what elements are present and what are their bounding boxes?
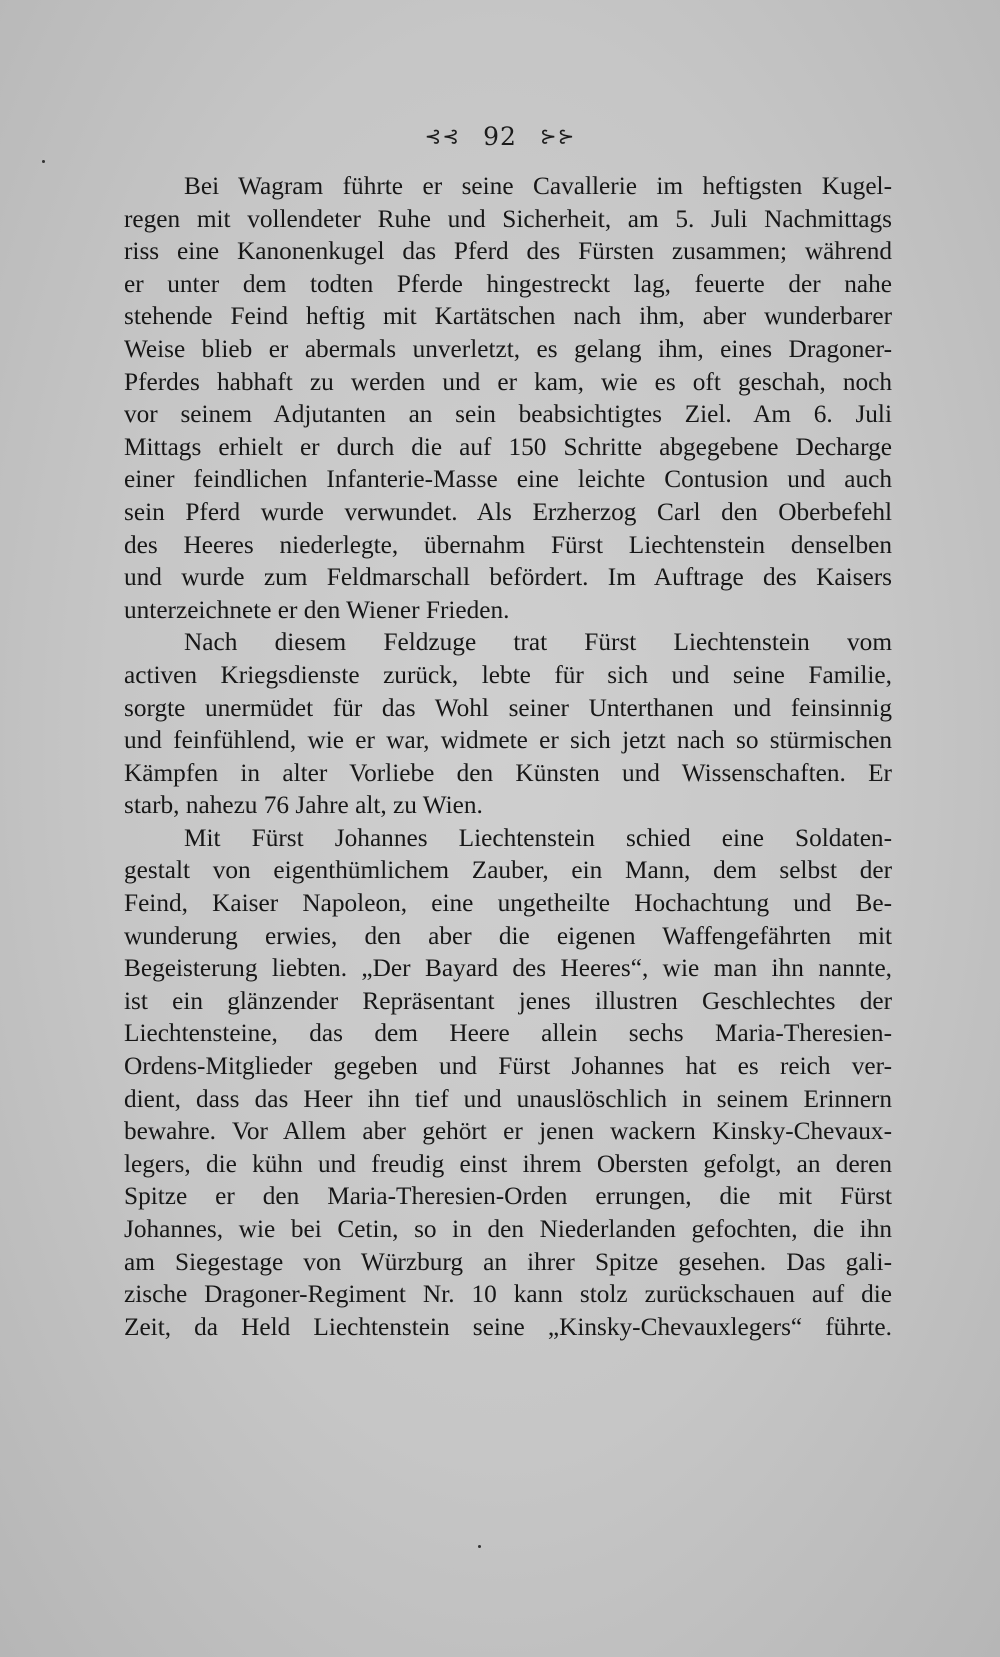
- text-line: und wurde zum Feldmarschall befördert. Im Auftrage des Kaisers: [124, 563, 892, 592]
- text-line: starb, nahezu 76 Jahre alt, zu Wien.: [124, 791, 483, 820]
- text-line: wunderung erwies, den aber die eigenen Waffengefährten mit: [124, 921, 892, 950]
- ornament-left-icon: ⊰⊰: [424, 124, 461, 148]
- text-line: er unter dem todten Pferde hingestreckt lag, feuerte der nahe: [124, 269, 892, 298]
- text-line: Pferdes habhaft zu werden und er kam, wie es oft geschah, noch: [124, 367, 892, 396]
- text-line: am Siegestage von Würzburg an ihrer Spitze gesehen. Das gali-: [124, 1247, 892, 1276]
- page-body: [124, 170, 892, 1343]
- text-line: vor seinem Adjutanten an sein beabsichtigtes Ziel. Am 6. Juli: [124, 400, 892, 429]
- text-line: riss eine Kanonenkugel das Pferd des Fürsten zusammen; während: [124, 237, 892, 266]
- text-line: activen Kriegsdienste zurück, lebte für sich und seine Familie,: [124, 660, 892, 689]
- text-line: sorgte unermüdet für das Wohl seiner Unterthanen und feinsinnig: [124, 693, 892, 722]
- text-line: unterzeichnete er den Wiener Frieden.: [124, 595, 510, 624]
- text-line: Weise blieb er abermals unverletzt, es gelang ihm, eines Dragoner-: [124, 334, 892, 363]
- text-line: einer feindlichen Infanterie-Masse eine leichte Contusion und auch: [124, 465, 892, 494]
- text-line: Kämpfen in alter Vorliebe den Künsten und Wissenschaften. Er: [124, 758, 892, 787]
- paper-speck: [478, 1545, 481, 1548]
- text-line: sein Pferd wurde verwundet. Als Erzherzog Carl den Oberbefehl: [124, 497, 892, 526]
- text-line: zische Dragoner-Regiment Nr. 10 kann stolz zurückschauen auf die: [124, 1280, 892, 1309]
- text-line: bewahre. Vor Allem aber gehört er jenen wackern Kinsky-Chevaux-: [124, 1117, 892, 1146]
- text-line: ist ein glänzender Repräsentant jenes illustren Geschlechtes der: [124, 986, 892, 1015]
- text-line: und feinfühlend, wie er war, widmete er sich jetzt nach so stürmischen: [124, 726, 892, 755]
- text-line: regen mit vollendeter Ruhe und Sicherheit, am 5. Juli Nachmittags: [124, 204, 892, 233]
- text-line: Mit Fürst Johannes Liechtenstein schied eine Soldaten-: [184, 823, 892, 852]
- text-line: Ordens-Mitglieder gegeben und Fürst Johannes hat es reich ver-: [124, 1052, 892, 1081]
- text-line: Spitze er den Maria-Theresien-Orden errungen, die mit Fürst: [124, 1182, 892, 1211]
- text-line: Johannes, wie bei Cetin, so in den Niederlanden gefochten, die ihn: [124, 1215, 892, 1243]
- text-line: stehende Feind heftig mit Kartätschen nach ihm, aber wunderbarer: [124, 302, 892, 331]
- text-line: dient, dass das Heer ihn tief und unauslöschlich in seinem Erinnern: [124, 1084, 892, 1113]
- text-line: legers, die kühn und freudig einst ihrem Obersten gefolgt, an deren: [124, 1149, 892, 1178]
- page-header: [0, 122, 1000, 151]
- ornament-right-icon: ⊱⊱: [539, 124, 576, 148]
- text-line: Liechtensteine, das dem Heere allein sechs Maria-Theresien-: [124, 1019, 892, 1048]
- text-line: Bei Wagram führte er seine Cavallerie im heftigsten Kugel-: [184, 172, 892, 200]
- text-line: Nach diesem Feldzuge trat Fürst Liechtenstein vom: [184, 628, 892, 657]
- text-line: Mittags erhielt er durch die auf 150 Schritte abgegebene Decharge: [124, 432, 892, 461]
- text-line: gestalt von eigenthümlichem Zauber, ein Mann, dem selbst der: [124, 856, 892, 885]
- text-line: Zeit, da Held Liechtenstein seine „Kinsky-Chevauxlegers“ führte.: [124, 1312, 892, 1341]
- text-line: Feind, Kaiser Napoleon, eine ungetheilte Hochachtung und Be-: [124, 889, 892, 918]
- text-line: Begeisterung liebten. „Der Bayard des Heeres“, wie man ihn nannte,: [124, 954, 892, 983]
- page-number: 92: [483, 122, 517, 151]
- paper-speck: [42, 160, 45, 163]
- text-line: des Heeres niederlegte, übernahm Fürst Liechtenstein denselben: [124, 530, 892, 559]
